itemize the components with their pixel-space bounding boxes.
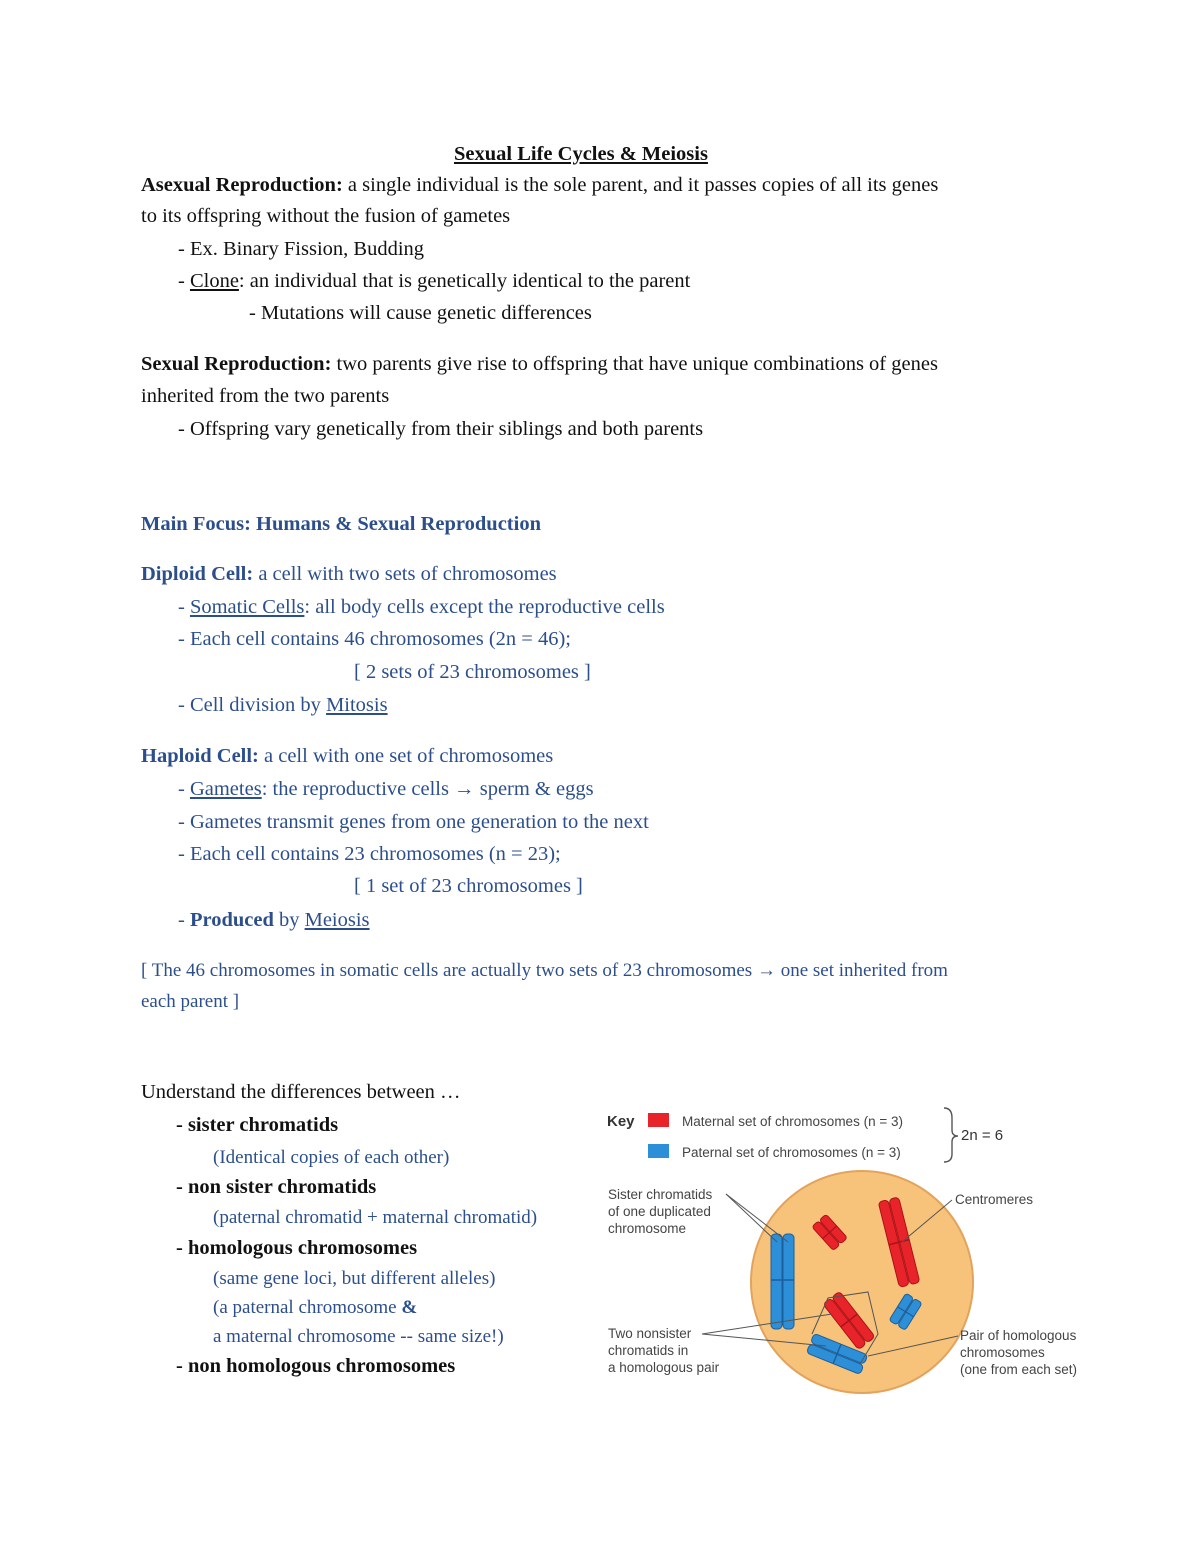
chromosome-note-line2: each parent ] — [141, 991, 240, 1012]
maternal-swatch — [648, 1113, 669, 1127]
paternal-swatch — [648, 1144, 669, 1158]
pair-label-line2: chromosomes — [960, 1345, 1045, 1360]
sister-label-line1: Sister chromatids — [608, 1187, 713, 1202]
key-brace — [944, 1108, 958, 1162]
list-item-homologous-chromosomes: - homologous chromosomes — [176, 1237, 418, 1259]
list-item-non-sister-chromatids: - non sister chromatids — [176, 1176, 377, 1198]
homologous-note-3: a maternal chromosome -- same size!) — [213, 1326, 504, 1347]
homologous-note-2 — [213, 1295, 417, 1321]
homologous-note-2-amp: & — [401, 1297, 418, 1318]
mutations-line: - Mutations will cause genetic differences — [249, 302, 592, 324]
homologous-note-1: (same gene loci, but different alleles) — [213, 1268, 496, 1289]
non-sister-chromatids-note: (paternal chromatid + maternal chromatid) — [213, 1207, 538, 1228]
sexual-definition-line2: inherited from the two parents — [141, 385, 390, 407]
two-n-label: 2n = 6 — [961, 1127, 1004, 1144]
gametes-def: : the reproductive cells → sperm & eggs — [261, 778, 594, 800]
haploid-count-line: - Each cell contains 23 chromosomes (n = 23); — [178, 843, 561, 865]
somatic-dash: - — [178, 596, 190, 618]
pair-label-line1: Pair of homologous — [960, 1328, 1077, 1343]
haploid-sets-line: [ 1 set of 23 chromosomes ] — [354, 875, 583, 897]
clone-def: : an individual that is genetically identical to the parent — [238, 270, 691, 292]
homologous-note-2-text: (a paternal chromosome — [213, 1297, 402, 1318]
list-item-sister-chromatids: - sister chromatids — [176, 1114, 339, 1136]
diagram-key-label: Key — [607, 1113, 635, 1130]
haploid-def: a cell with one set of chromosomes — [258, 745, 554, 767]
maternal-key-text: Maternal set of chromosomes (n = 3) — [682, 1114, 903, 1129]
main-focus-heading: Main Focus: Humans & Sexual Reproduction — [141, 513, 541, 535]
sister-label-line2: of one duplicated — [608, 1204, 711, 1219]
nonsister-label-line3: a homologous pair — [608, 1360, 720, 1375]
sexual-def: two parents give rise to offspring that have unique combinations of genes — [331, 353, 938, 375]
diploid-sets-line: [ 2 sets of 23 chromosomes ] — [354, 661, 591, 683]
sister-pointer-1 — [726, 1194, 777, 1242]
paternal-key-text: Paternal set of chromosomes (n = 3) — [682, 1145, 901, 1160]
diploid-def: a cell with two sets of chromosomes — [253, 563, 557, 585]
asexual-def: a single individual is the sole parent, and it passes copies of all its genes — [342, 174, 939, 196]
haploid-term: Haploid Cell: — [141, 745, 259, 767]
transmit-line: - Gametes transmit genes from one generation to the next — [178, 811, 649, 833]
gametes-dash: - — [178, 778, 190, 800]
pair-label-line3: (one from each set) — [960, 1362, 1078, 1377]
paternal-large-chromosome — [771, 1234, 794, 1329]
asexual-definition-line1 — [141, 172, 938, 198]
produced-term: Produced — [189, 909, 274, 931]
somatic-term: Somatic Cells — [189, 596, 305, 618]
clone-dash: - — [178, 270, 190, 292]
sexual-definition-line1 — [141, 351, 938, 377]
produced-by: by — [273, 909, 305, 931]
clone-line — [178, 268, 690, 294]
gametes-term: Gametes — [189, 778, 262, 800]
somatic-def: : all body cells except the reproductive cells — [304, 596, 665, 618]
diploid-count-line: - Each cell contains 46 chromosomes (2n = 46); — [178, 628, 571, 650]
page-title: Sexual Life Cycles & Meiosis — [454, 143, 708, 165]
gametes-line — [178, 776, 594, 802]
list-item-non-homologous-chromosomes: - non homologous chromosomes — [176, 1355, 456, 1377]
centromeres-label: Centromeres — [955, 1192, 1034, 1207]
produced-dash: - — [178, 909, 190, 931]
somatic-line — [178, 594, 665, 620]
asexual-example: - Ex. Binary Fission, Budding — [178, 238, 425, 260]
asexual-definition-line2: to its offspring without the fusion of gametes — [141, 205, 511, 227]
mitosis-line — [178, 692, 388, 718]
offspring-line: - Offspring vary genetically from their siblings and both parents — [178, 418, 704, 440]
haploid-definition — [141, 743, 553, 769]
chromosome-diagram — [600, 1102, 1100, 1402]
mitosis-term: Mitosis — [326, 694, 388, 716]
diploid-definition — [141, 561, 557, 587]
nonsister-label-line1: Two nonsister — [608, 1326, 692, 1341]
division-pre: - Cell division by — [178, 694, 327, 716]
asexual-term: Asexual Reproduction: — [141, 174, 343, 196]
sister-label-line3: chromosome — [608, 1221, 687, 1236]
diploid-term: Diploid Cell: — [141, 563, 254, 585]
chromosome-note-line1: [ The 46 chromosomes in somatic cells are actually two sets of 23 chromosomes → one set inherited from — [141, 960, 948, 981]
clone-term: Clone — [189, 270, 239, 292]
meiosis-line — [178, 907, 370, 933]
sister-chromatids-note: (Identical copies of each other) — [213, 1147, 450, 1168]
meiosis-term: Meiosis — [304, 909, 370, 931]
understand-intro: Understand the differences between … — [141, 1081, 461, 1103]
sexual-term: Sexual Reproduction: — [141, 353, 332, 375]
nonsister-label-line2: chromatids in — [608, 1343, 689, 1358]
